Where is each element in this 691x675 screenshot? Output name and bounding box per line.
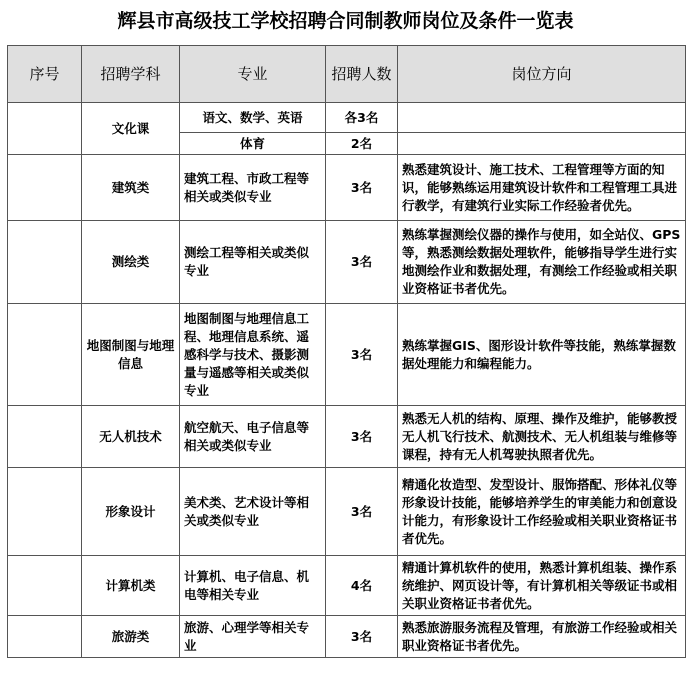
cell-count: 3名 [326, 221, 398, 304]
table-row [8, 221, 686, 304]
cell-direction: 熟悉旅游服务流程及管理，有旅游工作经验或相关职业资格证书者优先。 [398, 616, 686, 658]
table-row [8, 556, 686, 616]
cell-count: 3名 [326, 155, 398, 221]
cell-count: 3名 [326, 616, 398, 658]
cell-direction: 熟练掌握GIS、图形设计软件等技能，熟练掌握数据处理能力和编程能力。 [398, 304, 686, 406]
cell-index [8, 556, 82, 616]
header-count: 招聘人数 [326, 46, 398, 103]
table-row [8, 304, 686, 406]
cell-index [8, 155, 82, 221]
cell-major: 测绘工程等相关或类似专业 [180, 221, 326, 304]
cell-major: 计算机、电子信息、机电等相关专业 [180, 556, 326, 616]
cell-direction: 熟悉建筑设计、施工技术、工程管理等方面的知识，能够熟练运用建筑设计软件和工程管理工具进行教学，有建筑行业实际工作经验者优先。 [398, 155, 686, 221]
cell-count: 2名 [326, 133, 398, 155]
cell-subject: 测绘类 [82, 221, 180, 304]
cell-count: 4名 [326, 556, 398, 616]
cell-count: 各3名 [326, 103, 398, 133]
cell-major: 语文、数学、英语 [180, 103, 326, 133]
cell-major: 美术类、艺术设计等相关或类似专业 [180, 468, 326, 556]
cell-direction: 精通计算机软件的使用，熟悉计算机组装、操作系统维护、网页设计等，有计算机相关等级证书或相关职业资格证书者优先。 [398, 556, 686, 616]
positions-table [7, 45, 686, 658]
cell-direction: 熟悉无人机的结构、原理、操作及维护，能够教授无人机飞行技术、航测技术、无人机组装与维修等课程，持有无人机驾驶执照者优先。 [398, 406, 686, 468]
cell-index [8, 468, 82, 556]
page-title: 辉县市高级技工学校招聘合同制教师岗位及条件一览表 [117, 10, 574, 32]
cell-major: 地图制图与地理信息工程、地理信息系统、遥感科学与技术、摄影测量与遥感等相关或类似专业 [180, 304, 326, 406]
cell-subject: 形象设计 [82, 468, 180, 556]
cell-count: 3名 [326, 468, 398, 556]
header-direction: 岗位方向 [398, 46, 686, 103]
cell-subject: 旅游类 [82, 616, 180, 658]
cell-index [8, 103, 82, 155]
table-row [8, 616, 686, 658]
cell-major: 旅游、心理学等相关专业 [180, 616, 326, 658]
cell-index [8, 406, 82, 468]
cell-count: 3名 [326, 304, 398, 406]
cell-index [8, 304, 82, 406]
cell-subject: 无人机技术 [82, 406, 180, 468]
cell-major: 航空航天、电子信息等相关或类似专业 [180, 406, 326, 468]
cell-direction [398, 103, 686, 133]
cell-subject: 文化课 [82, 103, 180, 155]
cell-direction: 精通化妆造型、发型设计、服饰搭配、形体礼仪等形象设计技能，能够培养学生的审美能力和创意设计能力，有形象设计工作经验或相关职业资格证书者优先。 [398, 468, 686, 556]
table-header-row [8, 46, 686, 103]
header-subject: 招聘学科 [82, 46, 180, 103]
table-row [8, 103, 686, 133]
cell-index [8, 221, 82, 304]
cell-subject: 建筑类 [82, 155, 180, 221]
table-row [8, 155, 686, 221]
cell-count: 3名 [326, 406, 398, 468]
cell-subject: 计算机类 [82, 556, 180, 616]
cell-major: 体育 [180, 133, 326, 155]
cell-subject: 地图制图与地理信息 [82, 304, 180, 406]
table-row [8, 406, 686, 468]
table-row [8, 468, 686, 556]
cell-direction [398, 133, 686, 155]
cell-direction: 熟练掌握测绘仪器的操作与使用，如全站仪、GPS等，熟悉测绘数据处理软件，能够指导学生进行实地测绘作业和数据处理，有测绘工作经验或相关职业资格证书者优先。 [398, 221, 686, 304]
header-major: 专业 [180, 46, 326, 103]
cell-major: 建筑工程、市政工程等相关或类似专业 [180, 155, 326, 221]
cell-index [8, 616, 82, 658]
header-index: 序号 [8, 46, 82, 103]
